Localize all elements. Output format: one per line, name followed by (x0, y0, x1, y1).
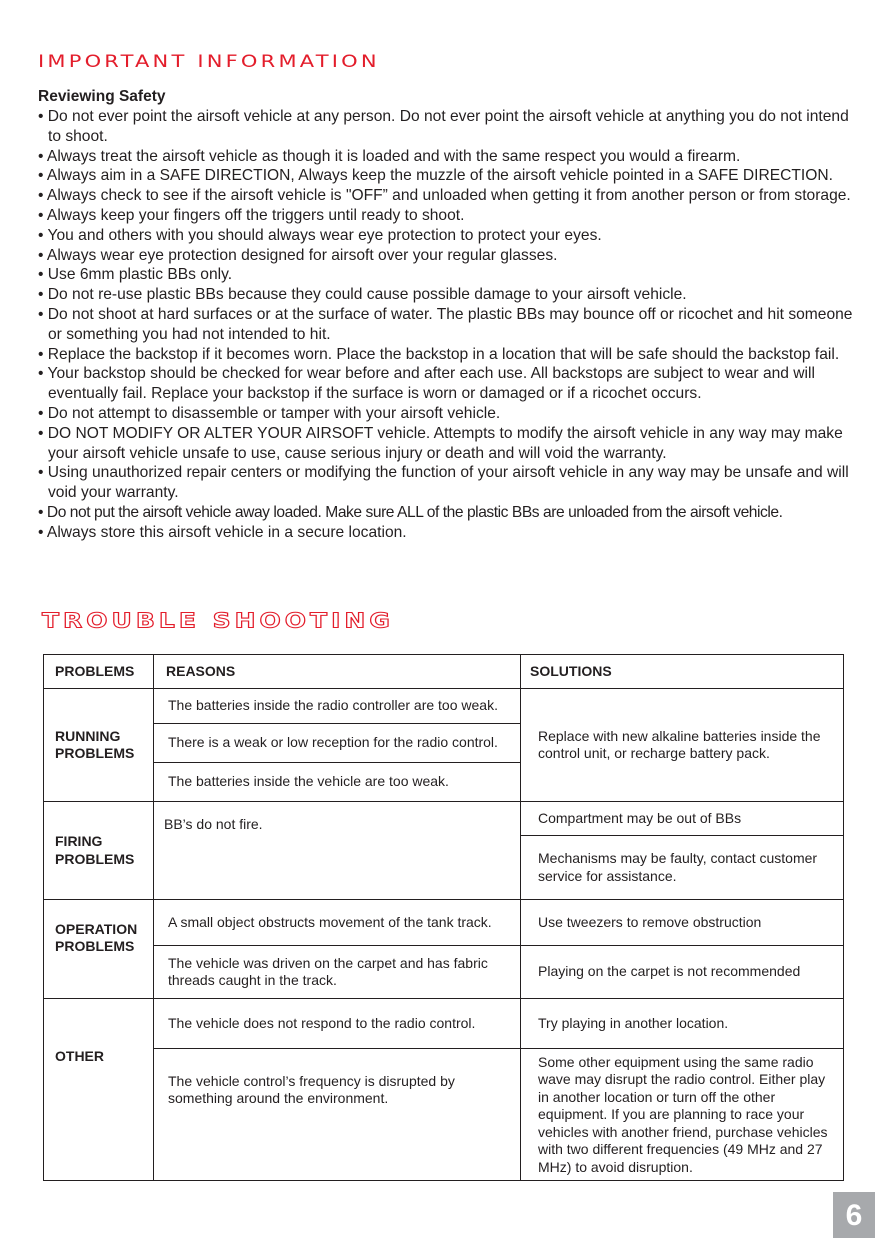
header-reasons: REASONS (166, 662, 236, 679)
solution: Try playing in another location. (538, 1014, 729, 1031)
reason: The batteries inside the vehicle are too weak. (168, 773, 449, 790)
problem-other: OTHER (55, 1047, 104, 1064)
reason: The vehicle was driven on the carpet and has fabric threads caught in the track. (168, 954, 488, 988)
troubleshooting-table (43, 654, 844, 1181)
header-solutions: SOLUTIONS (530, 662, 612, 679)
solution: Mechanisms may be faulty, contact customer service for assistance. (538, 850, 818, 884)
solution: Compartment may be out of BBs (538, 809, 742, 826)
reason: The vehicle control’s frequency is disrupted by something around the environment. (168, 1072, 455, 1106)
reason: There is a weak or low reception for the radio control. (168, 734, 498, 751)
problem-running: RUNNING PROBLEMS (55, 727, 135, 761)
reviewing-safety-title: Reviewing Safety (38, 88, 166, 105)
safety-bullet: • Always keep your fingers off the triggers until ready to shoot. (38, 206, 465, 224)
safety-bullet: • Always wear eye protection designed for airsoft over your regular glasses. (38, 246, 558, 264)
header-problems: PROBLEMS (55, 662, 135, 679)
problem-firing: FIRING PROBLEMS (55, 833, 135, 867)
important-information-heading: IMPORTANT INFORMATION (38, 52, 380, 72)
solution: Some other equipment using the same radio wave may disrupt the radio control. Either play in another location or turn off the other equipment. If you are planning to race your vehicles with another friend, purchase vehicles with two different frequencies (49 MHz and 27 MHz) to avoid disruption. (538, 1053, 828, 1175)
solution: Use tweezers to remove obstruction (538, 913, 762, 930)
safety-bullet: • Your backstop should be checked for wear before and after each use. All backstops are subject to wear and will eventually fail. Replace your backstop if the surface is worn or damaged or if a ricochet occurs. (38, 365, 815, 403)
safety-bullet: • Always store this airsoft vehicle in a secure location. (38, 523, 407, 541)
safety-bullet: • You and others with you should always wear eye protection to protect your eyes. (38, 226, 602, 244)
reason: A small object obstructs movement of the tank track. (168, 913, 492, 930)
safety-bullet: • Always treat the airsoft vehicle as though it is loaded and with the same respect you would a firearm. (38, 147, 741, 165)
safety-bullet-list (38, 107, 858, 543)
page-number: 6 (833, 1192, 875, 1238)
safety-bullet: • Do not attempt to disassemble or tamper with your airsoft vehicle. (38, 404, 501, 422)
safety-bullet: • Always aim in a SAFE DIRECTION, Always keep the muzzle of the airsoft vehicle pointed in a SAFE DIRECTION. (38, 167, 833, 185)
safety-bullet: • Replace the backstop if it becomes worn. Place the backstop in a location that will be safe should the backstop fail. (38, 345, 840, 363)
trouble-shooting-heading: TROUBLE SHOOTING (42, 609, 394, 633)
safety-bullet: • Do not put the airsoft vehicle away loaded. Make sure ALL of the plastic BBs are unloaded from the airsoft vehicle. (38, 503, 783, 521)
solution: Replace with new alkaline batteries inside the control unit, or recharge battery pack. (538, 727, 821, 761)
reason: BB’s do not fire. (164, 816, 263, 833)
safety-bullet: • Do not re-use plastic BBs because they could cause possible damage to your airsoft vehicle. (38, 286, 687, 304)
reason: The batteries inside the radio controller are too weak. (168, 697, 498, 714)
solution: Playing on the carpet is not recommended (538, 963, 801, 980)
safety-bullet: • DO NOT MODIFY OR ALTER YOUR AIRSOFT vehicle. Attempts to modify the airsoft vehicle in any way may make your airsoft vehicle unsafe to use, cause serious injury or death and will void the warranty. (38, 424, 843, 462)
problem-operation: OPERATION PROBLEMS (55, 920, 138, 954)
reason: The vehicle does not respond to the radio control. (168, 1014, 476, 1031)
safety-bullet: • Using unauthorized repair centers or modifying the function of your airsoft vehicle in any way may be unsafe and will void your warranty. (38, 464, 849, 502)
safety-bullet: • Use 6mm plastic BBs only. (38, 266, 233, 284)
safety-bullet: • Always check to see if the airsoft vehicle is "OFF” and unloaded when getting it from another person or from storage. (38, 187, 851, 205)
safety-bullet: • Do not ever point the airsoft vehicle at any person. Do not ever point the airsoft vehicle at anything you do not intend to shoot. (38, 108, 849, 145)
safety-bullet: • Do not shoot at hard surfaces or at the surface of water. The plastic BBs may bounce off or ricochet and hit someone or something you had not intended to hit. (38, 305, 853, 343)
